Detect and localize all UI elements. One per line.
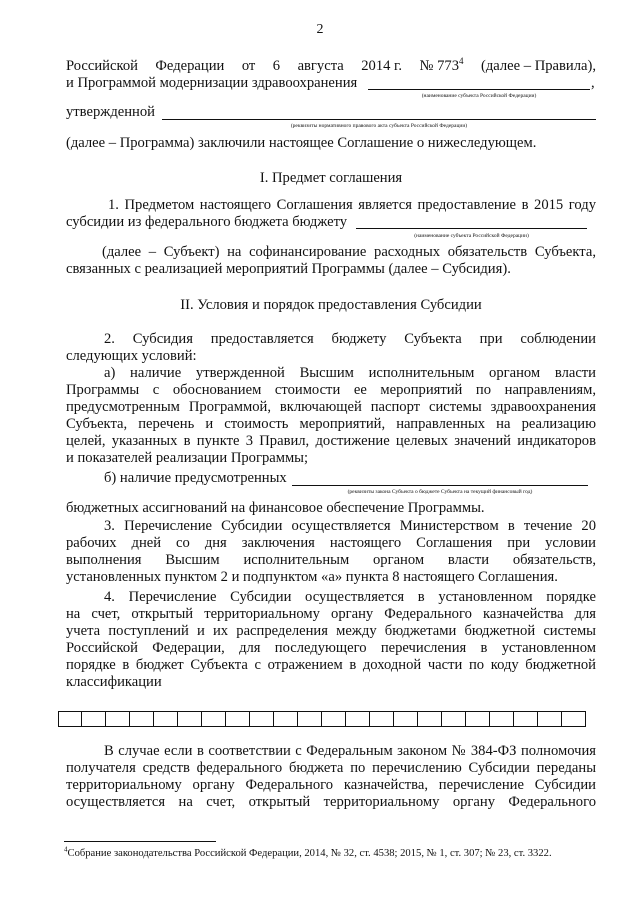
code-cell[interactable] bbox=[322, 711, 346, 727]
paragraph-line: 3. Перечисление Субсидии осуществляется Министерством в течение 20 bbox=[104, 518, 596, 534]
paragraph-line: Российской Федерации, для последующего перечисления в установленном bbox=[66, 640, 596, 656]
line-3: утвержденной bbox=[66, 104, 155, 120]
code-cell[interactable] bbox=[538, 711, 562, 727]
code-cell[interactable] bbox=[514, 711, 538, 727]
code-cell[interactable] bbox=[466, 711, 490, 727]
code-cell[interactable] bbox=[130, 711, 154, 727]
paragraph-line: территориальному органу Федерального казначейства, перечисление Субсидии bbox=[66, 777, 596, 793]
footnote-mark: 4 bbox=[64, 845, 68, 854]
footnote-divider bbox=[64, 841, 216, 842]
paragraph-line: 2. Субсидия предоставляется бюджету Субъекта при соблюдении bbox=[104, 331, 596, 347]
caption: (реквизиты нормативного правового акта субъекта Российской Федерации) bbox=[290, 123, 468, 129]
budget-code-cells bbox=[58, 711, 586, 727]
code-cell[interactable] bbox=[154, 711, 178, 727]
code-cell[interactable] bbox=[106, 711, 130, 727]
paragraph-line: 1. Предметом настоящего Соглашения является предоставление в 2015 году bbox=[108, 197, 596, 213]
code-cell[interactable] bbox=[346, 711, 370, 727]
caption: (наименование субъекта Российской Федерации) bbox=[414, 233, 529, 239]
line-1 bbox=[66, 58, 596, 75]
caption: (реквизиты закона Субъекта о бюджете Субъекта на текущий финансовый год) bbox=[347, 489, 533, 495]
code-cell[interactable] bbox=[562, 711, 586, 727]
code-cell[interactable] bbox=[202, 711, 226, 727]
paragraph-line: а) наличие утвержденной Высшим исполнительным органом власти bbox=[104, 365, 596, 381]
paragraph-line: (далее – Субъект) на софинансирование расходных обязательств Субъекта, bbox=[102, 244, 596, 260]
line-4: (далее – Программа) заключили настоящее Соглашение о нижеследующем. bbox=[66, 135, 537, 151]
code-cell[interactable] bbox=[370, 711, 394, 727]
paragraph-line: б) наличие предусмотренных bbox=[104, 470, 287, 486]
footnote bbox=[64, 847, 552, 860]
paragraph-line: выполнения Высшим исполнительным органом власти обязательств, bbox=[66, 552, 596, 568]
word: 6 bbox=[272, 58, 281, 74]
code-cell[interactable] bbox=[226, 711, 250, 727]
paragraph-line: Субъекта, перечень и стоимость мероприятий, направленных на реализацию bbox=[66, 416, 596, 432]
code-cell[interactable] bbox=[490, 711, 514, 727]
word: Российской bbox=[66, 58, 138, 74]
word: Федерации bbox=[155, 58, 225, 74]
paragraph-line: предусмотренным Программой, включающей паспорт системы здравоохранения bbox=[66, 399, 596, 415]
section-heading-2: II. Условия и порядок предоставления Субсидии bbox=[180, 297, 482, 313]
paragraph-line: и показателей реализации Программы; bbox=[66, 450, 309, 466]
blank-line bbox=[162, 119, 596, 120]
blank-line bbox=[356, 228, 587, 229]
caption: (наименование субъекта Российской Федерации) bbox=[421, 93, 537, 99]
paragraph-line: учета поступлений и их распределения между бюджетами бюджетной системы bbox=[66, 623, 596, 639]
paragraph-line: порядке в бюджет Субъекта с отражением в доходной части по коду бюджетной bbox=[66, 657, 596, 673]
blank-line bbox=[368, 89, 590, 90]
paragraph-line: В случае если в соответствии с Федеральным законом № 384-ФЗ полномочия bbox=[104, 743, 596, 759]
word: от bbox=[241, 58, 256, 74]
code-cell[interactable] bbox=[418, 711, 442, 727]
code-cell[interactable] bbox=[274, 711, 298, 727]
line-2-end: , bbox=[591, 75, 595, 91]
paragraph-line: субсидии из федерального бюджета бюджету bbox=[66, 214, 348, 230]
code-cell[interactable] bbox=[250, 711, 274, 727]
paragraph-line: осуществляется на счет, открытый территориальному органу Федерального bbox=[66, 794, 596, 810]
resolution-number: № $773^4$ bbox=[419, 56, 464, 74]
paragraph-line: связанных с реализацией мероприятий Программы (далее – Субсидия). bbox=[66, 261, 511, 277]
paragraph-line: на счет, открытый территориальному органу Федерального казначейства для bbox=[66, 606, 596, 622]
paragraph-line: бюджетных ассигнований на финансовое обеспечение Программы. bbox=[66, 500, 485, 516]
paragraph-line: 4. Перечисление Субсидии осуществляется в установленном порядке bbox=[104, 589, 596, 605]
page-number: 2 bbox=[316, 22, 324, 37]
word: августа bbox=[297, 58, 344, 74]
code-cell[interactable] bbox=[442, 711, 466, 727]
line-2: и Программой модернизации здравоохранения bbox=[66, 75, 358, 91]
blank-line bbox=[292, 485, 588, 486]
code-cell[interactable] bbox=[178, 711, 202, 727]
word: 2014 г. bbox=[361, 58, 403, 74]
paragraph-line: рабочих дней со дня заключения настоящего Соглашения при условии bbox=[66, 535, 596, 551]
code-cell[interactable] bbox=[298, 711, 322, 727]
footnote-ref: 4 bbox=[459, 56, 464, 67]
paragraph-line: классификации bbox=[66, 674, 162, 690]
paragraph-line: Программы с обоснованием стоимости ее мероприятий по направлениям, bbox=[66, 382, 596, 398]
footnote-text: Собрание законодательства Российской Федерации, 2014, № 32, ст. 4538; 2015, № 1, ст. 307; № 23, ст. 3322. bbox=[67, 848, 552, 859]
paragraph-line: получателя средств федерального бюджета по перечислению Субсидии переданы bbox=[66, 760, 596, 776]
paragraph-line: следующих условий: bbox=[66, 348, 197, 364]
code-cell[interactable] bbox=[394, 711, 418, 727]
code-cell[interactable] bbox=[82, 711, 106, 727]
paragraph-line: установленных пунктом 2 и подпунктом «а» пункта 8 настоящего Соглашения. bbox=[66, 569, 558, 585]
word: (далее – Правила), bbox=[480, 58, 596, 74]
section-heading-1: I. Предмет соглашения bbox=[259, 170, 403, 186]
code-cell[interactable] bbox=[58, 711, 82, 727]
paragraph-line: целей, указанных в пункте 3 Правил, достижение целевых значений индикаторов bbox=[66, 433, 596, 449]
